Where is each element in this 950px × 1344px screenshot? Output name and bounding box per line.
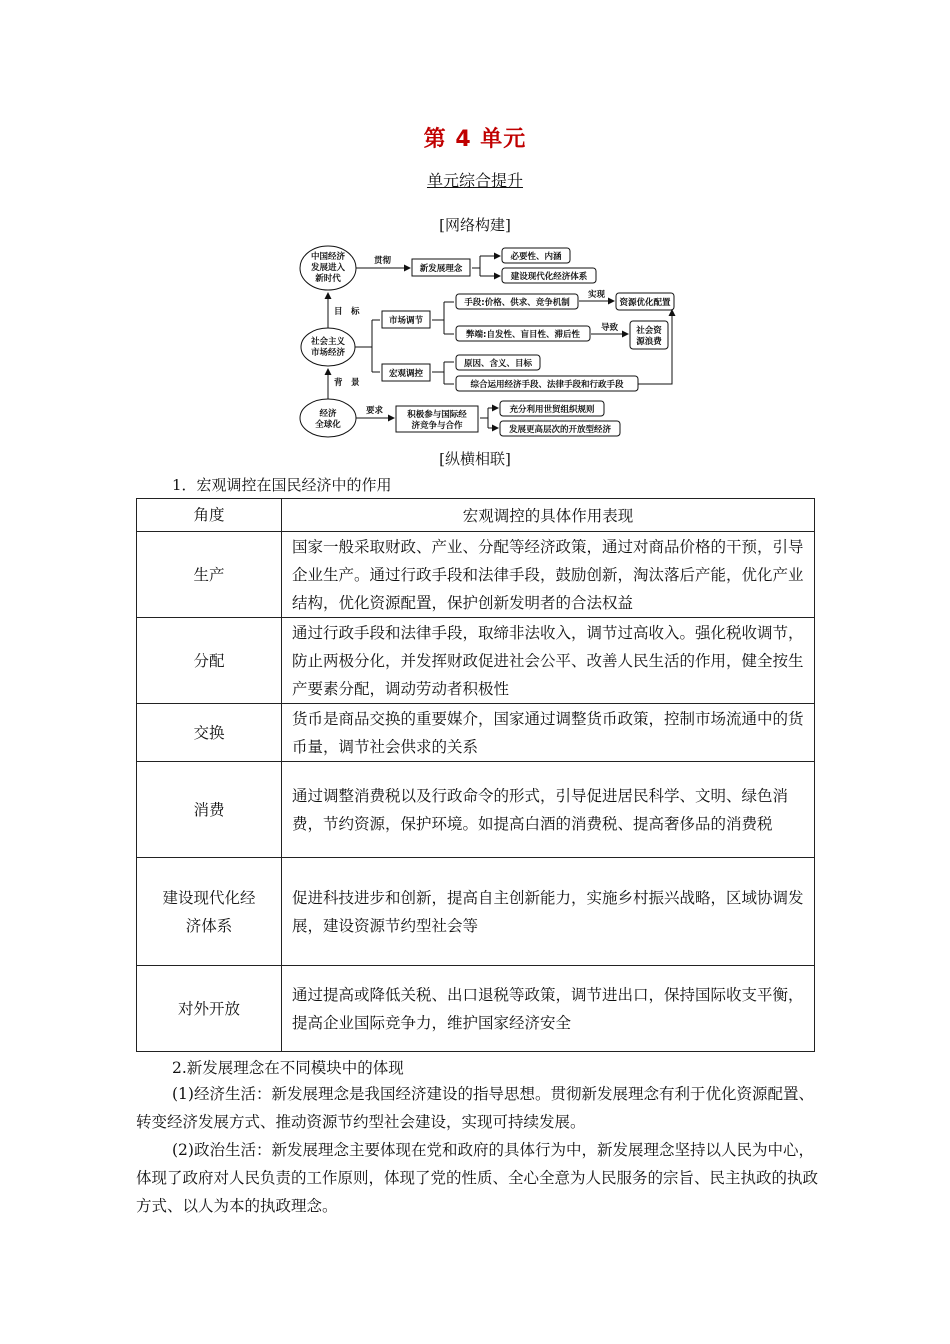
reason-box: 原因、含义、目标 [463,359,533,369]
macro-control-box: 宏观调控 [388,369,424,379]
row-angle: 建设现代化经济体系 [137,858,282,966]
section2-heading: 2.新发展理念在不同模块中的体现 [172,1059,404,1077]
row-text: 通过调整消费税以及行政命令的形式，引导促进居民科学、文明、绿色消费，节约资源，保护环境。如提高白酒的消费税、提高奢侈品的消费税 [282,762,815,858]
background-label: 背 景 [334,378,360,388]
necessity-box: 必要性、内涵 [510,252,562,262]
circle3-line2: 全球化 [315,420,341,430]
row-angle: 分配 [137,618,282,704]
row-angle: 交换 [137,704,282,762]
table-header-row [137,499,815,532]
paragraph-economic-life: (1)经济生活：新发展理念是我国经济建设的指导思想。贯彻新发展理念有利于优化资源配置、转变经济发展方式、推动资源节约型社会建设，实现可持续发展。 [136,1085,814,1131]
circle1-line3: 新时代 [315,274,341,284]
participate-line2: 济竞争与合作 [411,421,463,431]
means-box: 手段:价格、供求、竞争机制 [464,298,570,308]
circle2-line2: 市场经济 [310,348,346,358]
circle2-line1: 社会主义 [310,337,346,347]
require-label: 要求 [366,406,384,416]
participate-line1: 积极参与国际经 [407,410,467,420]
table-row [137,704,815,762]
realize-label: 实现 [588,290,606,300]
row-text: 通过行政手段和法律手段，取缔非法收入，调节过高收入。强化税收调节，防止两极分化，并发挥财政促进社会公平、改善人民生活的作用，健全按生产要素分配，调动劳动者积极性 [282,618,815,704]
row-text: 国家一般采取财政、产业、分配等经济政策，通过对商品价格的干预，引导企业生产。通过行政手段和法律手段，鼓励创新，淘汰落后产能，优化产业结构，优化资源配置，保护创新发明者的合法权益 [282,532,815,618]
header-angle: 角度 [137,499,282,532]
wto-box: 充分利用世贸组织规则 [509,405,595,415]
drawbacks-box: 弊端:自发性、盲目性、滞后性 [466,330,580,340]
table-row [137,858,815,966]
row-angle: 消费 [137,762,282,858]
guanche-label: 贯彻 [374,256,392,266]
relation-label: [纵横相联] [439,450,511,468]
market-regulation-box: 市场调节 [388,316,424,326]
open-economy-box: 发展更高层次的开放型经济 [508,425,612,435]
row-angle: 生产 [137,532,282,618]
paragraph-political-life: (2)政治生活：新发展理念主要体现在党和政府的具体行为中，新发展理念坚持以人民为中心，体现了政府对人民负责的工作原则，体现了党的性质、全心全意为人民服务的宗旨、民主执政的执政方式、以人为本的执政理念。 [136,1141,819,1215]
waste-line1: 社会资 [636,326,662,336]
knowledge-network-diagram [296,244,676,440]
combined-means-box: 综合运用经济手段、法律手段和行政手段 [470,380,624,390]
modern-system-box: 建设现代化经济体系 [510,272,588,282]
section1-heading: 1．宏观调控在国民经济中的作用 [172,476,392,494]
goal-label: 目 标 [334,307,360,317]
sub-title: 单元综合提升 [426,171,523,190]
header-effect: 宏观调控的具体作用表现 [282,499,815,532]
table-row [137,618,815,704]
row-angle: 对外开放 [137,966,282,1052]
table-row [137,966,815,1052]
row-text: 通过提高或降低关税、出口退税等政策，调节进出口，保持国际收支平衡，提高企业国际竞争力，维护国家经济安全 [282,966,815,1052]
table-row [137,532,815,618]
network-label: [网络构建] [439,216,511,234]
circle1-line2: 发展进入 [310,263,346,273]
table-row [137,762,815,858]
waste-line2: 源浪费 [636,337,662,347]
optimal-allocation-box: 资源优化配置 [619,298,671,308]
unit-title: 第 4 单元 [423,127,527,152]
circle3-line1: 经济 [319,409,337,419]
macro-control-table [136,498,815,1052]
row-text: 促进科技进步和创新，提高自主创新能力，实施乡村振兴战略，区域协调发展，建设资源节约型社会等 [282,858,815,966]
row-text: 货币是商品交换的重要媒介，国家通过调整货币政策，控制市场流通中的货币量，调节社会供求的关系 [282,704,815,762]
new-concept-box: 新发展理念 [419,264,463,274]
lead-to-label: 导致 [601,323,619,333]
circle1-line1: 中国经济 [310,252,346,262]
